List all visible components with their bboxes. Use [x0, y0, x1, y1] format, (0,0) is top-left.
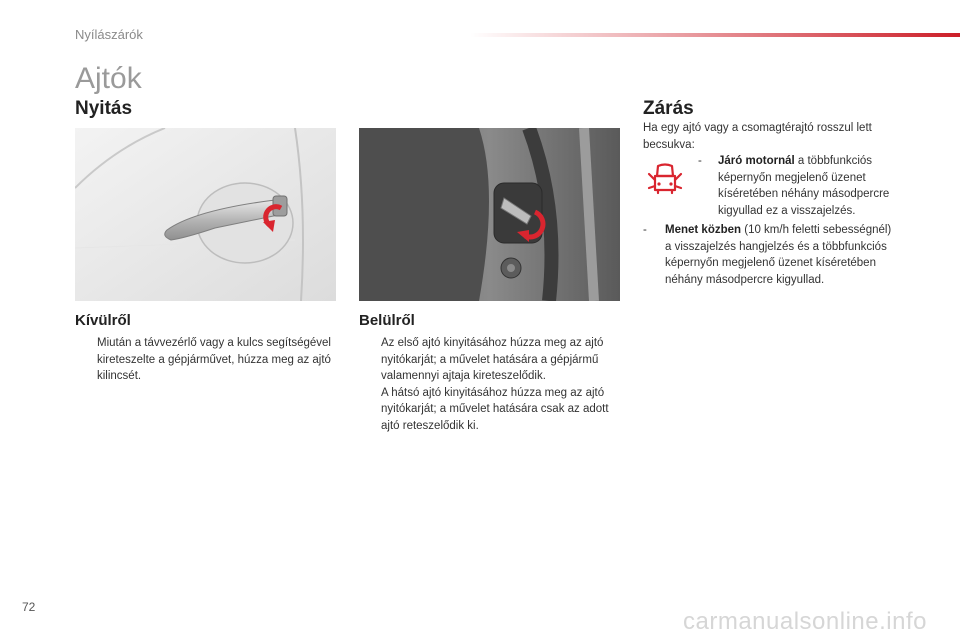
- opening-heading: Nyitás: [75, 98, 133, 119]
- list-item: Miután a távvezérlő vagy a kulcs segítségével kireteszelte a gépjárművet, húzza meg az ajtó kilincsét.: [97, 337, 331, 382]
- inside-bullet-list: [359, 335, 621, 434]
- page-title: Ajtók: [75, 62, 142, 95]
- closing-intro: Ha egy ajtó vagy a csomagtérajtó rosszul lett becsukva:: [643, 122, 872, 151]
- page-number: 72: [22, 600, 36, 614]
- inside-door-handle-image: [359, 128, 620, 301]
- outside-door-handle-image: [75, 128, 336, 301]
- header-accent-bar: [470, 33, 960, 37]
- list-item: Az első ajtó kinyitásához húzza meg az ajtó nyitókarját; a művelet hatására a gépjármű valamennyi ajtaja kireteszelődik.: [381, 337, 604, 382]
- inside-heading: Belülről: [359, 312, 415, 329]
- watermark: carmanualsonline.info: [683, 608, 927, 635]
- closing-item-engine-running: - Járó motornál a többfunkciós képernyőn megjelenő üzenet kíséretében néhány másodpercre kigyullad ez a visszajelzés.: [698, 155, 890, 217]
- closing-heading: Zárás: [643, 98, 694, 119]
- door-open-warning-icon: [645, 160, 685, 200]
- outside-heading: Kívülről: [75, 312, 131, 329]
- closing-item-driving: - Menet közben (10 km/h feletti sebességnél) a visszajelzés hangjelzés és a többfunkciós képernyőn megjelenő üzenet kíséretében néhány másodpercre kigyullad.: [643, 224, 892, 286]
- list-item: A hátsó ajtó kinyitásához húzza meg az ajtó nyitókarját; a művelet hatására csak az adott ajtó reteszelődik ki.: [381, 386, 609, 432]
- header-section-title: Nyílászárók: [75, 27, 143, 42]
- outside-bullet-list: [75, 335, 337, 385]
